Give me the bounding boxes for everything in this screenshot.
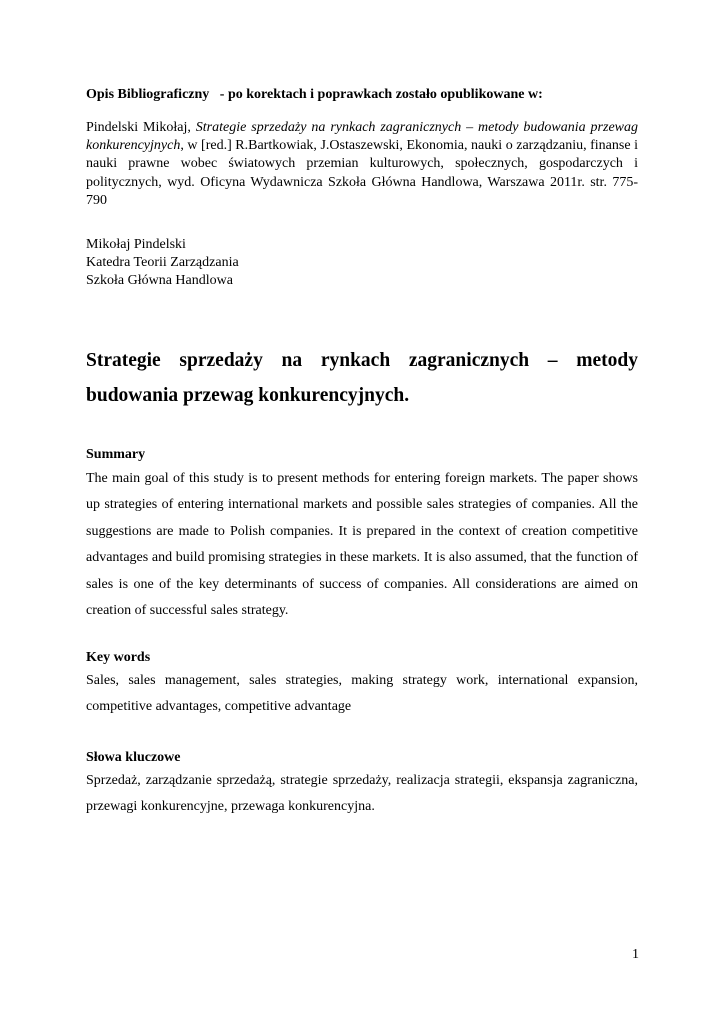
author-department: Katedra Teorii Zarządzania <box>86 255 239 270</box>
summary-heading: Summary <box>86 447 146 462</box>
page-number: 1 <box>632 947 639 962</box>
author-name: Mikołaj Pindelski <box>86 237 186 252</box>
bibliography-header: Opis Bibliograficzny - po korektach i poprawkach zostało opublikowane w: <box>86 87 543 102</box>
bibliography-title: Strategie sprzedaży na rynkach zagranicznych – metody budowania przewag konkurencyjnych <box>86 120 638 154</box>
paper-title: Strategie sprzedaży na rynkach zagranicznych – metody budowania przewag konkurencyjnych. <box>86 350 638 406</box>
slowa-kluczowe-text: Sprzedaż, zarządzanie sprzedażą, strategie sprzedaży, realizacja strategii, ekspansja zagraniczna, przewagi konkurencyjne, przewaga konkurencyjna. <box>86 773 638 815</box>
author-institution: Szkoła Główna Handlowa <box>86 273 233 288</box>
key-words-text: Sales, sales management, sales strategies, making strategy work, international expansion, competitive advantages, competitive advantage <box>86 673 638 715</box>
bibliography-author: Pindelski Mikołaj, <box>86 120 196 135</box>
summary-text: The main goal of this study is to present methods for entering foreign markets. The paper shows up strategies of entering international markets and possible sales strategies of companies. All the suggestions are made to Polish companies. It is prepared in the context of creation competitive advantages and build promising strategies in these markets. It is also assumed, that the function of sales is one of the key determinants of success of companies. All considerations are aimed on creation of successful sales strategy. <box>86 471 638 619</box>
bibliography-entry <box>86 119 638 210</box>
slowa-kluczowe-heading: Słowa kluczowe <box>86 750 181 765</box>
key-words-heading: Key words <box>86 650 151 665</box>
bibliography-details: , w [red.] R.Bartkowiak, J.Ostaszewski, Ekonomia, nauki o zarządzaniu, finanse i nauki prawne wobec światowych przemian kulturowych, społecznych, gospodarczych i politycznych, wyd. Oficyna Wydawnicza Szkoła Główna Handlowa, Warszawa 2011r. str. 775-790 <box>86 138 638 208</box>
author-block <box>86 236 239 290</box>
